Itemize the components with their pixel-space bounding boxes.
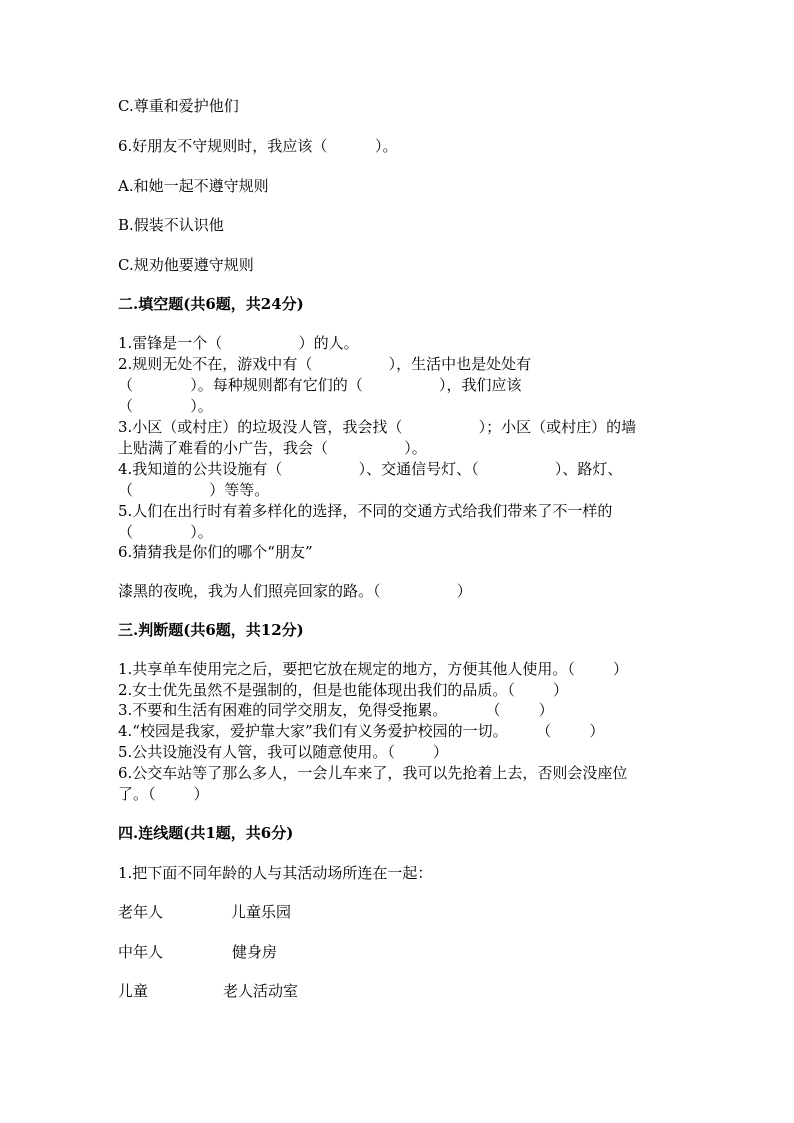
fill-line: 3.小区（或村庄）的垃圾没人管，我会找（ ）；小区（或村庄）的墙: [118, 418, 637, 436]
q6-option-b: B.假装不认识他: [118, 216, 224, 234]
judge-line: 2.女士优先虽然不是强制的，但是也能体现出我们的品质。（ ）: [118, 681, 568, 699]
q6-option-c: C.规劝他要遵守规则: [118, 256, 254, 274]
fill-line: 6.猜猜我是你们的哪个“朋友”: [118, 543, 313, 561]
q6-option-a: A.和她一起不遵守规则: [118, 177, 269, 195]
fill-line: 4.我知道的公共设施有（ ）、交通信号灯、（ ）、路灯、: [118, 460, 623, 478]
fill-line: （ ）。: [118, 523, 213, 541]
match-left-item: 老年人: [118, 903, 164, 921]
match-right-item: 儿童乐园: [231, 903, 292, 921]
match-right-item: 健身房: [232, 943, 278, 961]
fill-line: 上贴满了难看的小广告，我会（ ）。: [118, 439, 427, 457]
fill-line: 1.雷锋是一个（ ）的人。: [118, 334, 359, 352]
q6-stem: 6.好朋友不守规则时，我应该（ ）。: [118, 137, 398, 155]
fill-line: 5.人们在出行时有着多样化的选择，不同的交通方式给我们带来了不一样的: [118, 502, 613, 520]
judge-line: 3.不要和生活有困难的同学交朋友，免得受拖累。 （ ）: [118, 701, 554, 719]
q5-option-c: C.尊重和爱护他们: [118, 97, 239, 115]
judge-line: 5.公共设施没有人管，我可以随意使用。（ ）: [118, 743, 448, 761]
match-instruction: 1.把下面不同年龄的人与其活动场所连在一起：: [118, 864, 433, 882]
match-left-item: 儿童: [118, 982, 149, 1000]
judge-line: 4.“校园是我家，爱护靠大家”我们有义务爱护校园的一切。 （ ）: [118, 722, 605, 740]
fill-line: （ ）。: [118, 397, 213, 415]
section-2-heading: 二.填空题(共6题，共24分): [118, 295, 304, 313]
match-left-item: 中年人: [118, 943, 164, 961]
fill-line: （ ）。每种规则都有它们的（ ），我们应该: [118, 376, 522, 394]
judge-line: 了。（ ）: [118, 785, 209, 803]
fill-line: 2.规则无处不在，游戏中有（ ），生活中也是处处有: [118, 355, 532, 373]
judge-line: 1.共享单车使用完之后，要把它放在规定的地方，方便其他人使用。（ ）: [118, 660, 628, 678]
section-4-heading: 四.连线题(共1题，共6分): [118, 824, 294, 842]
match-right-item: 老人活动室: [223, 982, 299, 1000]
fill-riddle: 漆黑的夜晚，我为人们照亮回家的路。（ ）: [118, 582, 472, 600]
section-3-heading: 三.判断题(共6题，共12分): [118, 621, 304, 639]
judge-line: 6.公交车站等了那么多人，一会儿车来了，我可以先抢着上去，否则会没座位: [118, 764, 628, 782]
fill-line: （ ）等等。: [118, 481, 270, 499]
